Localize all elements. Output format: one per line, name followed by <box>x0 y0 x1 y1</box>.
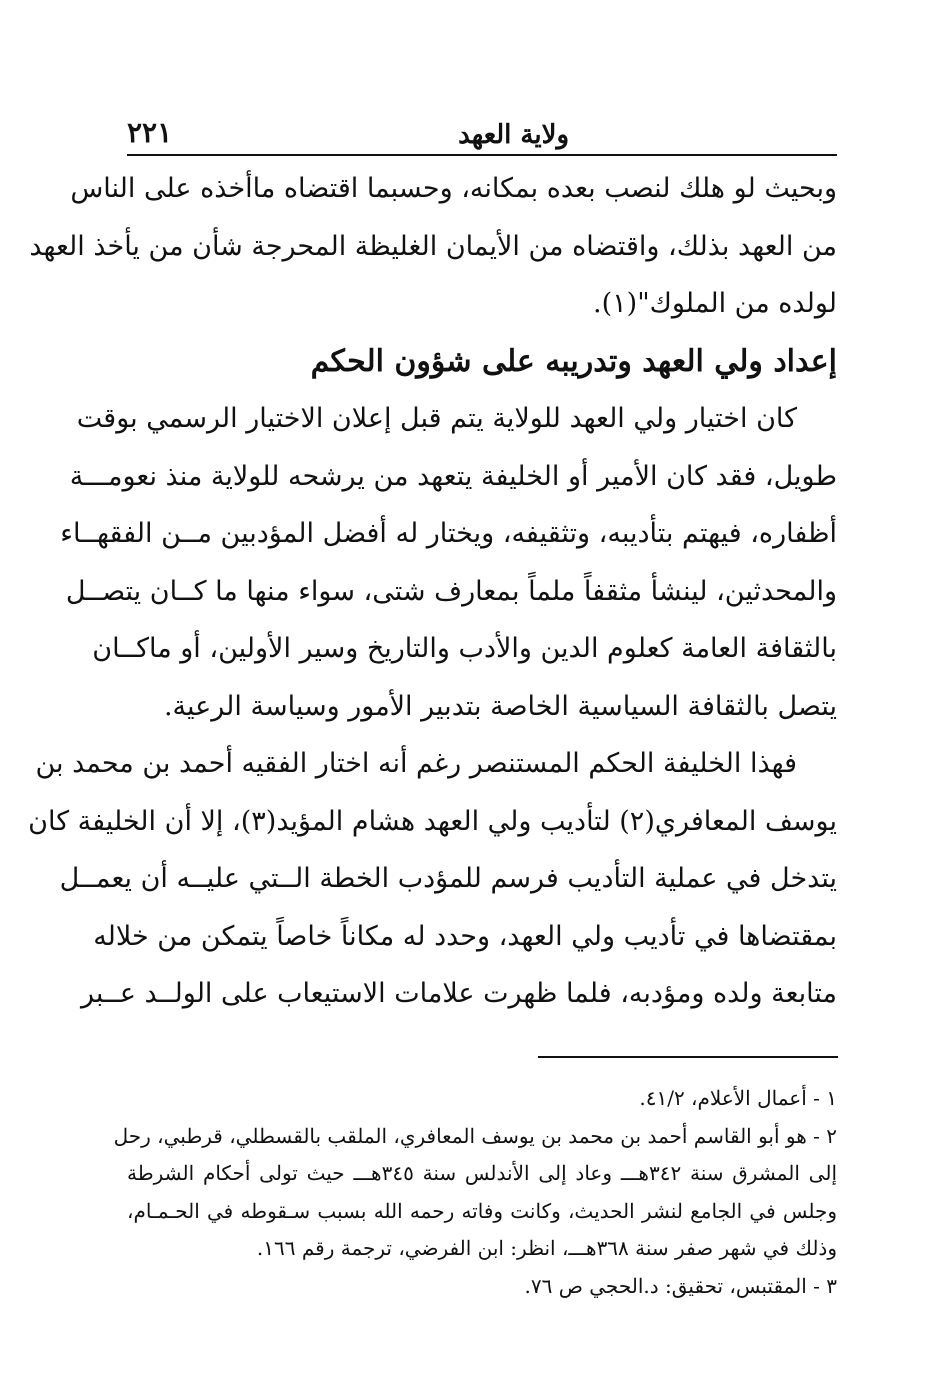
footnote-line: وذلك في شهر صفر سنة ٣٦٨هـــ، انظر: ابن الفرضي، ترجمة رقم ١٦٦. <box>256 1236 837 1260</box>
text-line: فهذا الخليفة الحكم المستنصر رغم أنه اختار الفقيه أحمد بن محمد بن <box>35 748 797 779</box>
page-number: ٢٢١ <box>127 116 173 149</box>
text-line: أظفاره، فيهتم بتأديبه، وتثقيفه، ويختار له أفضل المؤدبين مــن الفقهــاء <box>60 518 837 549</box>
text-line: متابعة ولده ومؤدبه، فلما ظهرت علامات الاستيعاب على الولــد عــبر <box>80 978 837 1009</box>
text-line: لولده من الملوك"(١). <box>593 288 837 319</box>
footnote-line: وجلس في الجامع لنشر الحديث، وكانت وفاته رحمه الله بسبب سـقوطه في الحـمـام، <box>127 1198 837 1223</box>
footnote-line: إلى المشرق سنة ٣٤٢هـــ وعاد إلى الأندلس سنة ٣٤٥هـــ حيث تولى أحكام الشرطة <box>127 1161 837 1185</box>
footnote-line: ٢ - هو أبو القاسم أحمد بن محمد بن يوسف المعافري، الملقب بالقسطلي، قرطبي، رحل <box>113 1123 837 1148</box>
text-line: وبحيث لو هلك لنصب بعده بمكانه، وحسبما اقتضاه ماأخذه على الناس <box>70 173 837 204</box>
text-line: بمقتضاها في تأديب ولي العهد، وحدد له مكاناً خاصاً يتمكن من خلاله <box>93 920 837 952</box>
footnotes <box>113 1080 837 1305</box>
text-line: طويل، فقد كان الأمير أو الخليفة يتعهد من يرشحه للولاية منذ نعومـــة <box>69 460 837 492</box>
footnote-line: ١ - أعمال الأعلام، ٤١/٢. <box>639 1086 837 1110</box>
text-line: والمحدثين، لينشأ مثقفاً ملماً بمعارف شتى، سواء منها ما كــان يتصــل <box>65 575 837 607</box>
footnote-separator <box>538 1056 838 1058</box>
text-line: من العهد بذلك، واقتضاه من الأيمان الغليظة المحرجة شأن من يأخذ العهد <box>29 230 837 262</box>
text-line: يتصل بالثقافة السياسية الخاصة بتدبير الأمور وسياسة الرعية. <box>163 690 837 722</box>
main-text <box>28 160 837 1023</box>
footnote-line: ٣ - المقتبس، تحقيق: د.الحجي ص ٧٦. <box>524 1273 837 1298</box>
section-heading: إعداد ولي العهد وتدريبه على شؤون الحكم <box>310 343 837 379</box>
text-line: يوسف المعافري(٢) لتأديب ولي العهد هشام المؤيد(٣)، إلا أن الخليفة كان <box>28 805 837 837</box>
text-line: يتدخل في عملية التأديب فرسم للمؤدب الخطة الــتي عليــه أن يعمــل <box>59 863 837 894</box>
text-line: بالثقافة العامة كعلوم الدين والأدب والتاريخ وسير الأولين، أو ماكــان <box>92 633 837 664</box>
text-line: كان اختيار ولي العهد للولاية يتم قبل إعلان الاختيار الرسمي بوقت <box>76 403 797 434</box>
running-title: ولاية العهد <box>458 120 569 150</box>
page-header <box>127 110 837 156</box>
